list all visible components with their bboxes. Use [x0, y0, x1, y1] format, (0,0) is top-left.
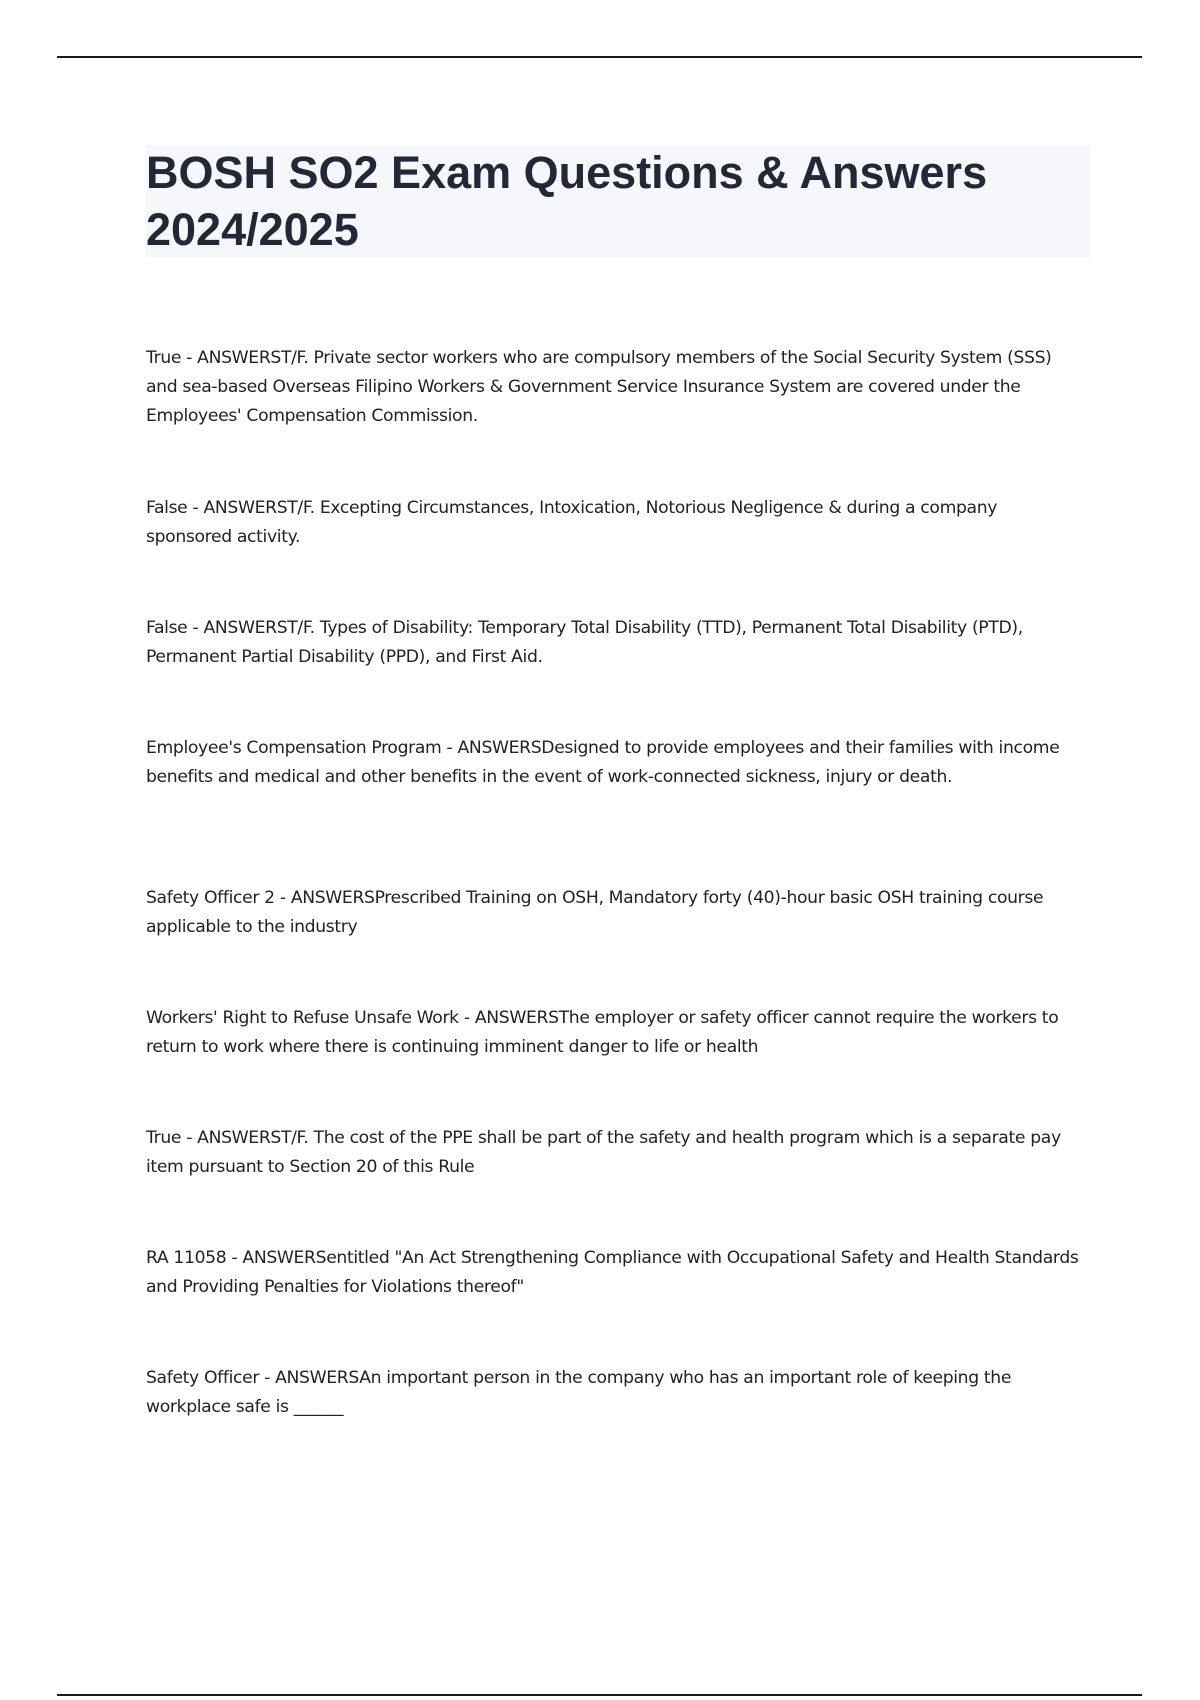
- qa-item-7: True - ANSWERST/F. The cost of the PPE shall be part of the safety and health program which is a separate pay item pursuant to Section 20 of this Rule: [146, 1128, 1061, 1177]
- bottom-rule: [57, 1694, 1142, 1696]
- qa-item-8: RA 11058 - ANSWERSentitled "An Act Strengthening Compliance with Occupational Safety and Health Standards and Providing Penalties for Violations thereof": [146, 1248, 1079, 1297]
- top-rule: [57, 56, 1142, 58]
- qa-item-5: Safety Officer 2 - ANSWERSPrescribed Training on OSH, Mandatory forty (40)-hour basic OSH training course applicable to the industry: [146, 888, 1044, 937]
- qa-item-3: False - ANSWERST/F. Types of Disability: Temporary Total Disability (TTD), Permanent Total Disability (PTD), Permanent Partial Disability (PPD), and First Aid.: [146, 618, 1023, 667]
- page-title-line-2: 2024/2025: [146, 204, 359, 255]
- page-title: [146, 144, 1090, 258]
- page-title-line-1: BOSH SO2 Exam Questions & Answers: [146, 147, 988, 198]
- qa-item-1: True - ANSWERST/F. Private sector workers who are compulsory members of the Social Security System (SSS) and sea-based Overseas Filipino Workers & Government Service Insurance System are covered under the Employees' Compensation Commission.: [146, 348, 1052, 426]
- qa-item-4: Employee's Compensation Program - ANSWERSDesigned to provide employees and their families with income benefits and medical and other benefits in the event of work-connected sickness, injury or death.: [146, 738, 1060, 787]
- qa-item-9: Safety Officer - ANSWERSAn important person in the company who has an important role of keeping the workplace safe is ______: [146, 1368, 1012, 1417]
- qa-item-6: Workers' Right to Refuse Unsafe Work - ANSWERSThe employer or safety officer cannot require the workers to return to work where there is continuing imminent danger to life or health: [146, 1008, 1059, 1057]
- qa-item-2: False - ANSWERST/F. Excepting Circumstances, Intoxication, Notorious Negligence & during a company sponsored activity.: [146, 498, 998, 547]
